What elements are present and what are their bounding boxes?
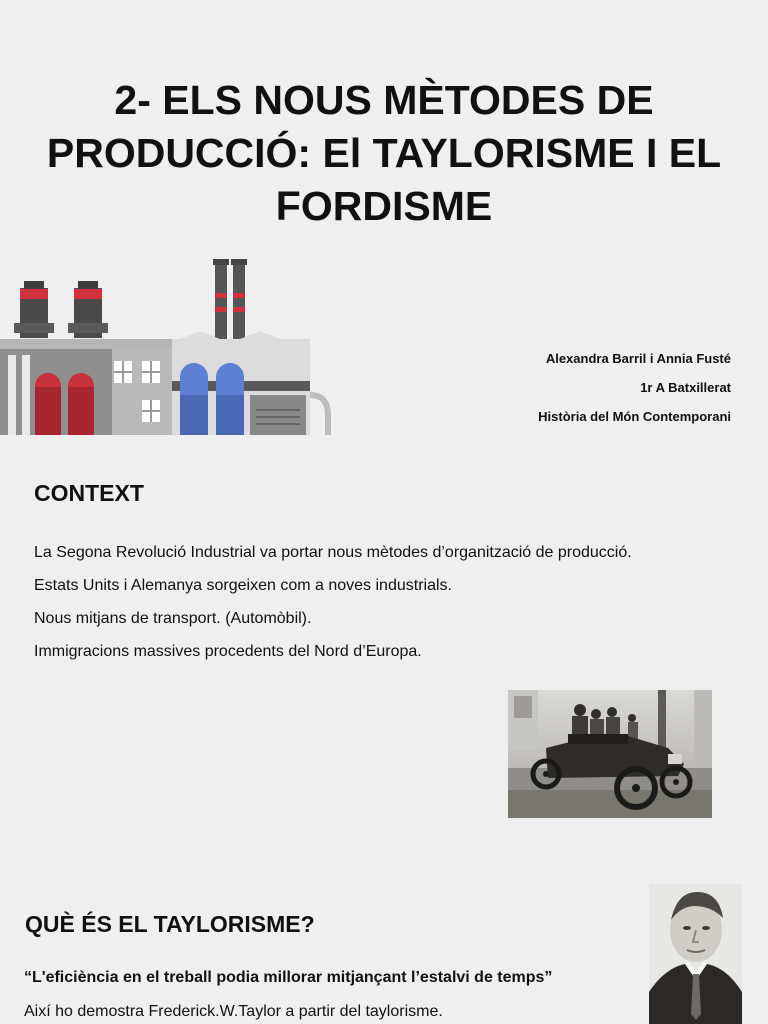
context-item: La Segona Revolució Industrial va portar nous mètodes d’organització de producció. bbox=[34, 544, 632, 561]
subject-label: Història del Món Contemporani bbox=[538, 409, 731, 424]
taylorism-text: Així ho demostra Frederick.W.Taylor a partir del taylorisme. bbox=[24, 1003, 443, 1020]
context-item: Nous mitjans de transport. (Automòbil). bbox=[34, 610, 312, 627]
authors-block bbox=[538, 344, 731, 431]
vintage-car-photo bbox=[508, 690, 712, 818]
page-title: 2- ELS NOUS MÈTODES DE PRODUCCIÓ: El TAYLORISME I EL FORDISME bbox=[46, 77, 722, 229]
context-heading: CONTEXT bbox=[34, 480, 144, 506]
author-names: Alexandra Barril i Annia Fusté bbox=[545, 351, 731, 366]
taylor-portrait bbox=[649, 884, 742, 1024]
context-list bbox=[34, 536, 632, 668]
taylorism-quote: “L'eficiència en el treball podia millorar mitjançant l’estalvi de temps” bbox=[24, 969, 553, 986]
context-item: Immigracions massives procedents del Nord d’Europa. bbox=[34, 643, 422, 660]
context-item: Estats Units i Alemanya sorgeixen com a noves industrials. bbox=[34, 577, 452, 594]
class-label: 1r A Batxillerat bbox=[640, 380, 731, 395]
factory-illustration bbox=[0, 255, 335, 435]
taylorism-heading: QUÈ ÉS EL TAYLORISME? bbox=[25, 911, 315, 937]
